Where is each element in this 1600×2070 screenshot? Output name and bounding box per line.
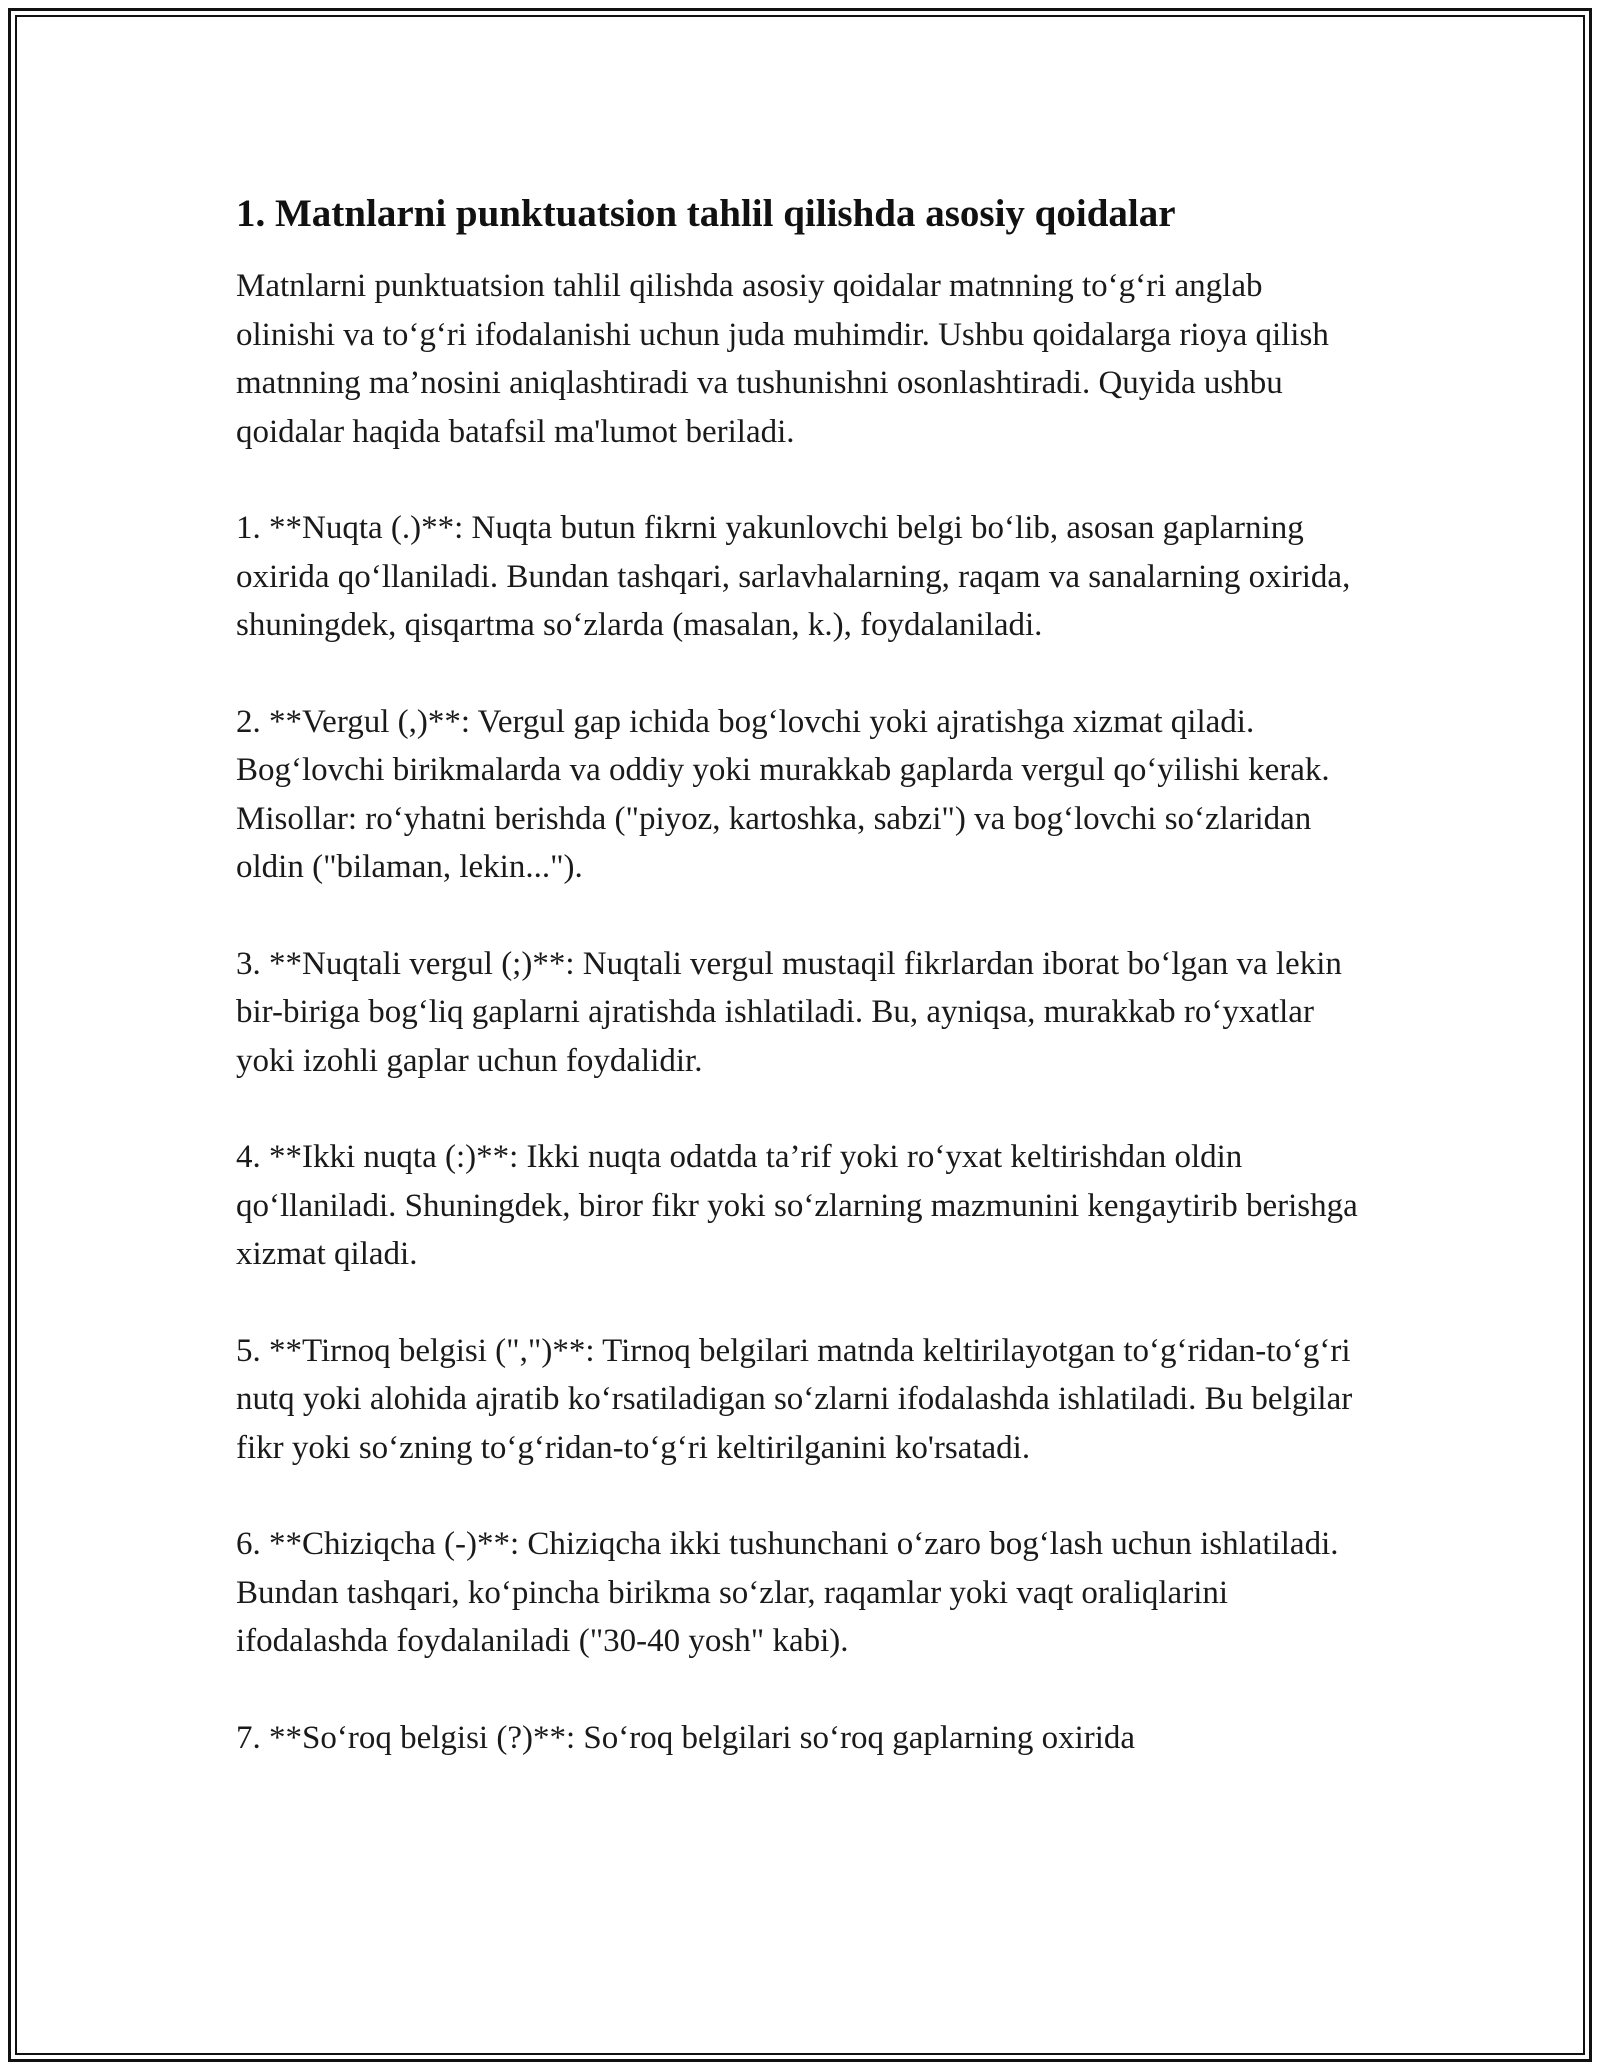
rule-paragraph-nuqtali-vergul: 3. **Nuqtali vergul (;)**: Nuqtali vergul mustaqil fikrlardan iborat bo‘lgan va lekin bir-biriga bog‘liq gaplarni ajratishda ishlatiladi. Bu, ayniqsa, murakkab ro‘yxatlar yoki izohli gaplar uchun foydalidir. <box>236 945 1342 1079</box>
document-title: 1. Matnlarni punktuatsion tahlil qilishda asosiy qoidalar <box>236 192 1176 235</box>
rule-paragraph-tirnoq: 5. **Tirnoq belgisi (",")**: Tirnoq belgilari matnda keltirilayotgan to‘g‘ridan-to‘g‘ri nutq yoki alohida ajratib ko‘rsatiladigan so‘zlarni ifodalashda ishlatiladi. Bu belgilar fikr yoki so‘zning to‘g‘ridan-to‘g‘ri keltirilganini ko'rsatadi. <box>236 1332 1353 1466</box>
rule-paragraph-nuqta: 1. **Nuqta (.)**: Nuqta butun fikrni yakunlovchi belgi bo‘lib, asosan gaplarning oxirida qo‘llaniladi. Bundan tashqari, sarlavhalarning, raqam va sanalarning oxirida, shuningdek, qisqartma so‘zlarda (masalan, k.), foydalaniladi. <box>236 510 1351 643</box>
intro-paragraph: Matnlarni punktuatsion tahlil qilishda asosiy qoidalar matnning to‘g‘ri anglab olinishi va to‘g‘ri ifodalanishi uchun juda muhimdir. Ushbu qoidalarga rioya qilish matnning ma’nosini aniqlashtiradi va tushunishni osonlashtiradi. Quyida ushbu qoidalar haqida batafsil ma'lumot beriladi. <box>236 268 1329 450</box>
rule-paragraph-soroq: 7. **So‘roq belgisi (?)**: So‘roq belgilari so‘roq gaplarning oxirida <box>236 1719 1136 1756</box>
rule-paragraph-chiziqcha: 6. **Chiziqcha (-)**: Chiziqcha ikki tushunchani o‘zaro bog‘lash uchun ishlatiladi. Bundan tashqari, ko‘pincha birikma so‘zlar, raqamlar yoki vaqt oraliqlarini ifodalashda foydalaniladi ("30-40 yosh" kabi). <box>236 1526 1339 1659</box>
document-body <box>236 188 1366 1762</box>
rule-paragraph-vergul: 2. **Vergul (,)**: Vergul gap ichida bog‘lovchi yoki ajratishga xizmat qiladi. Bog‘lovchi birikmalarda va oddiy yoki murakkab gaplarda vergul qo‘yilishi kerak. Misollar: ro‘yhatni berishda ("piyoz, kartoshka, sabzi") va bog‘lovchi so‘zlaridan oldin ("bilaman, lekin..."). <box>236 703 1330 885</box>
rule-paragraph-ikki-nuqta: 4. **Ikki nuqta (:)**: Ikki nuqta odatda ta’rif yoki ro‘yxat keltirishdan oldin qo‘llaniladi. Shuningdek, biror fikr yoki so‘zlarning mazmunini kengaytirib berishga xizmat qiladi. <box>236 1139 1358 1272</box>
